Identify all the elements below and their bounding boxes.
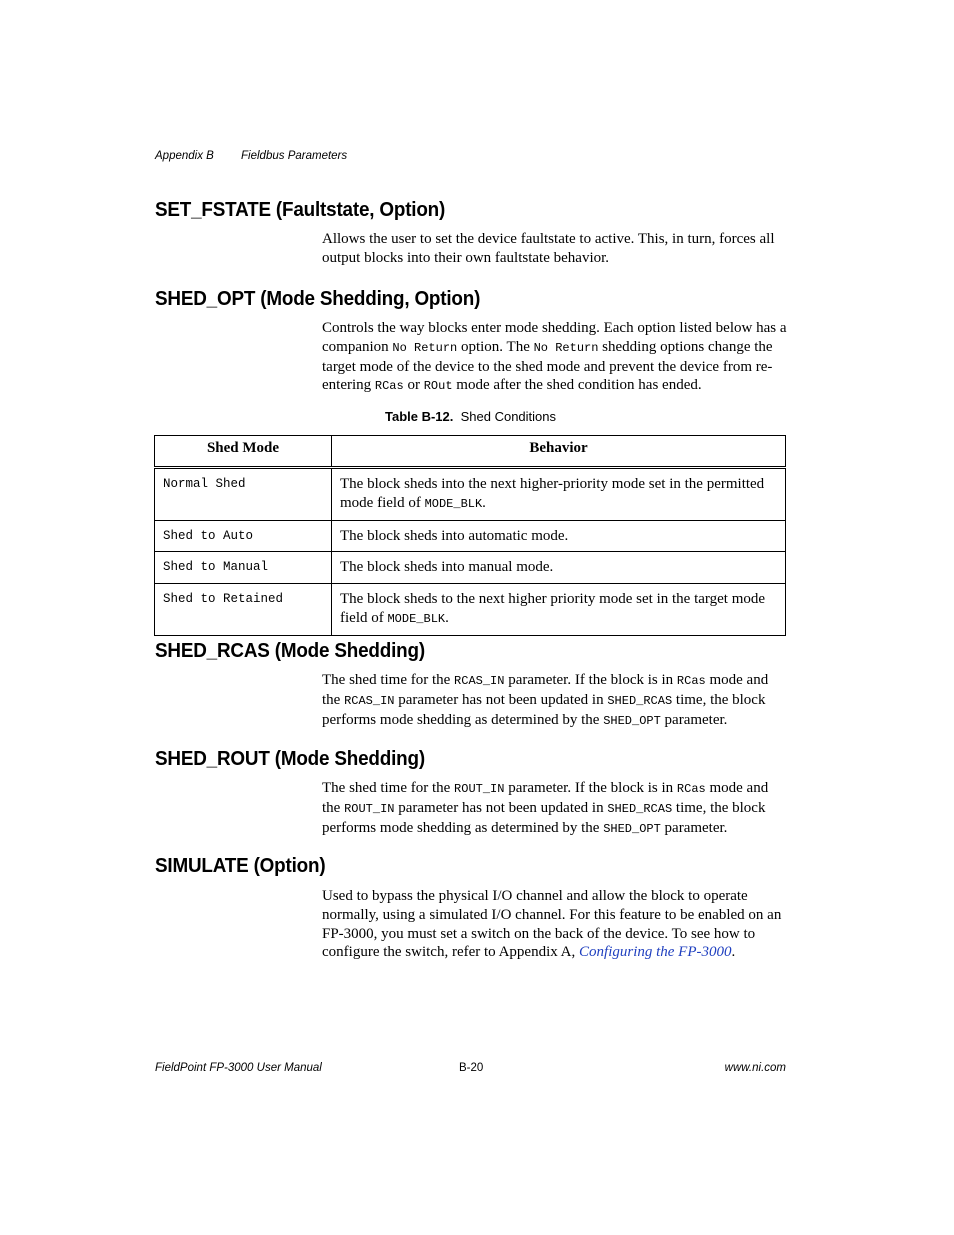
table-row <box>155 520 786 552</box>
text: Controls the way blocks enter mode shedding. Each option listed below has a companion <box>322 320 787 355</box>
behavior-cell <box>332 584 786 636</box>
heading-shed-opt: SHED_OPT (Mode Shedding, Option) <box>155 287 481 310</box>
code-term: SHED_RCAS <box>607 801 673 816</box>
text: mode and the <box>322 780 769 816</box>
table-row <box>155 552 786 584</box>
column-header-shed-mode: Shed Mode <box>155 436 332 468</box>
paragraph-shed-opt <box>322 319 788 396</box>
behavior-cell <box>332 520 786 552</box>
footer-page-number: B-20 <box>459 1062 484 1074</box>
behavior-text: The block sheds into manual mode. <box>340 559 554 576</box>
paragraph-shed-rout <box>322 779 788 838</box>
code-term: RCAS_IN <box>454 674 505 688</box>
code-term: RCAS_IN <box>344 693 395 708</box>
text: mode after the shed condition has ended. <box>452 377 702 394</box>
code-term: SHED_OPT <box>603 821 661 836</box>
code-term: ROut <box>423 379 453 394</box>
behavior-text: The block sheds into automatic mode. <box>340 527 569 544</box>
code-term: SHED_OPT <box>603 713 661 728</box>
behavior-text: . <box>445 609 449 626</box>
behavior-text: The block sheds into the next higher-priority mode set in the permitted mode field of <box>340 476 765 511</box>
table-row <box>155 584 786 636</box>
code-term: RCas <box>676 674 706 688</box>
text: parameter. If the block is in <box>504 780 677 796</box>
paragraph-simulate <box>322 887 788 962</box>
text: option. The <box>457 338 534 355</box>
running-head <box>155 150 371 162</box>
code-term: ROUT_IN <box>344 801 395 816</box>
text: mode and the <box>322 672 769 708</box>
footer-website: www.ni.com <box>724 1062 786 1074</box>
behavior-cell <box>332 552 786 584</box>
code-term: MODE_BLK <box>424 496 483 511</box>
table-header-row <box>155 436 786 468</box>
text: parameter. If the block is in <box>504 672 677 688</box>
column-header-behavior: Behavior <box>332 436 786 468</box>
table-caption <box>155 409 786 424</box>
paragraph-shed-rcas <box>322 671 788 730</box>
code-term: No Return <box>392 340 458 355</box>
shed-mode-cell: Normal Shed <box>155 468 332 521</box>
behavior-text: . <box>482 494 486 511</box>
configuring-fp3000-link[interactable]: Configuring the FP-3000 <box>579 944 732 961</box>
text: The shed time for the <box>322 672 455 688</box>
paragraph-set-fstate: Allows the user to set the device faultstate to active. This, in turn, forces all output blocks into their own faultstate behavior. <box>322 231 775 266</box>
code-term: No Return <box>533 340 599 355</box>
heading-shed-rout: SHED_ROUT (Mode Shedding) <box>155 747 425 770</box>
code-term: MODE_BLK <box>387 611 446 626</box>
code-term: RCas <box>374 379 404 394</box>
running-head-appendix: Appendix B <box>155 150 214 162</box>
heading-simulate: SIMULATE (Option) <box>155 854 326 877</box>
table-row <box>155 468 786 521</box>
text: or <box>403 377 424 394</box>
text: parameter. <box>660 819 728 836</box>
text: . <box>731 944 736 961</box>
heading-shed-rcas: SHED_RCAS (Mode Shedding) <box>155 639 425 662</box>
code-term: RCas <box>676 782 706 796</box>
text: time, the block performs mode shedding as determined by the <box>322 799 766 836</box>
text: parameter. <box>660 711 728 728</box>
running-head-chapter: Fieldbus Parameters <box>241 150 348 162</box>
shed-mode-cell: Shed to Retained <box>155 584 332 636</box>
table-caption-label: Table B-12. <box>384 409 454 424</box>
text: The shed time for the <box>322 780 455 796</box>
code-term: SHED_RCAS <box>607 693 673 708</box>
text: time, the block performs mode shedding as determined by the <box>322 691 766 728</box>
heading-set-fstate: SET_FSTATE (Faultstate, Option) <box>155 198 446 221</box>
footer-manual-title: FieldPoint FP-3000 User Manual <box>155 1062 322 1074</box>
behavior-text: The block sheds to the next higher priority mode set in the target mode field of <box>340 591 766 626</box>
shed-mode-cell: Shed to Manual <box>155 552 332 584</box>
shed-conditions-table <box>154 435 786 636</box>
behavior-cell <box>332 468 786 521</box>
table-caption-text: Shed Conditions <box>460 409 557 424</box>
code-term: ROUT_IN <box>454 782 505 796</box>
text: parameter has not been updated in <box>394 691 608 708</box>
text: shedding options change the target mode of the device to the shed mode and prevent the device from re-entering <box>322 338 773 394</box>
text: parameter has not been updated in <box>394 799 608 816</box>
text: Used to bypass the physical I/O channel and allow the block to operate normally, using a simulated I/O channel. For this feature to be enabled on an FP-3000, you must set a switch on the back of the device. To see how to configure the switch, refer to Appendix A, <box>322 888 782 961</box>
shed-mode-cell: Shed to Auto <box>155 520 332 552</box>
